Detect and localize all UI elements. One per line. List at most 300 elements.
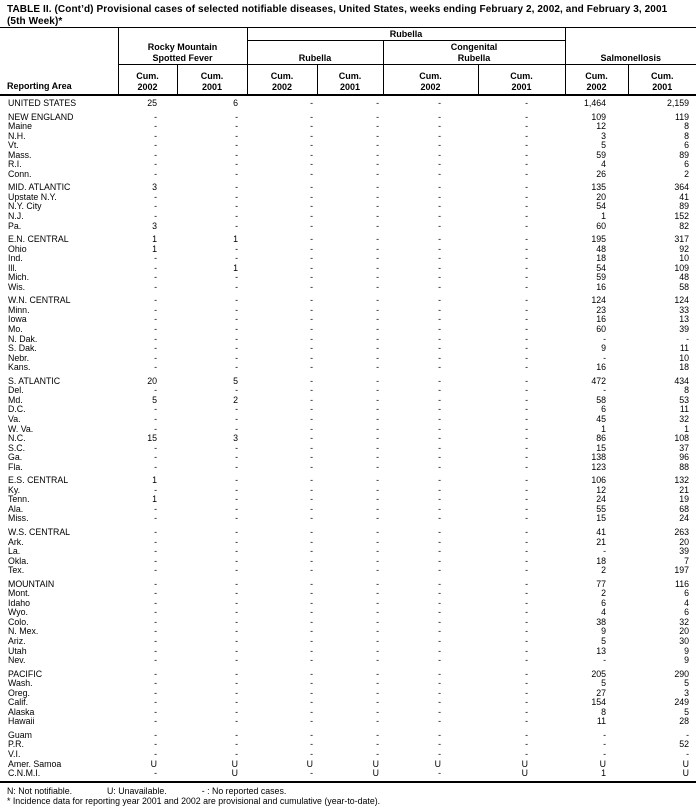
value-cell: - — [438, 434, 442, 444]
value-cell: - — [154, 443, 157, 453]
value-cell: - — [438, 375, 442, 386]
value-cell: - — [438, 344, 442, 354]
value-cell: - — [235, 617, 239, 627]
value-cell: - — [310, 182, 314, 193]
reporting-area-cell: NEW ENGLAND — [8, 111, 74, 122]
value-cell: - — [376, 202, 380, 212]
value-cell: - — [525, 547, 529, 557]
value-cell: - — [154, 122, 157, 132]
value-cell: - — [235, 192, 239, 202]
value-cell: - — [235, 334, 239, 344]
value-cell: 106 — [591, 475, 607, 486]
table-row — [0, 273, 696, 283]
value-cell: 2,159 — [667, 98, 690, 108]
value-cell: 7 — [684, 556, 690, 566]
value-cell: - — [525, 169, 529, 179]
reporting-area-cell: E.N. CENTRAL — [8, 234, 69, 245]
value-cell: - — [438, 598, 442, 608]
table-row — [0, 769, 696, 782]
value-cell: - — [525, 405, 529, 415]
value-cell: U — [372, 769, 380, 779]
value-cell: - — [154, 627, 157, 637]
value-cell: - — [525, 395, 529, 405]
value-cell: - — [235, 182, 239, 193]
value-cell: - — [235, 646, 239, 656]
table-row — [0, 193, 696, 203]
value-cell: - — [376, 141, 380, 151]
value-cell: 4 — [684, 598, 690, 608]
value-cell: - — [235, 315, 239, 325]
value-cell: - — [525, 141, 529, 151]
table-row — [0, 576, 696, 590]
value-cell: 15 — [147, 434, 157, 444]
value-cell: - — [235, 504, 239, 514]
value-cell: 10 — [679, 254, 690, 264]
table-row — [0, 434, 696, 444]
value-cell: - — [310, 169, 314, 179]
value-cell: - — [310, 273, 314, 283]
value-cell: 9 — [601, 344, 607, 354]
value-cell: - — [438, 192, 442, 202]
value-cell: - — [376, 495, 380, 505]
value-cell: - — [376, 254, 380, 264]
value-cell: 32 — [679, 414, 690, 424]
value-cell: 16 — [596, 282, 607, 292]
reporting-area-cell: Pa. — [8, 221, 22, 231]
value-cell: - — [376, 598, 380, 608]
value-cell: - — [235, 740, 239, 750]
value-cell: - — [438, 244, 442, 254]
value-cell: 24 — [679, 514, 690, 524]
value-cell: - — [525, 526, 529, 537]
value-cell: - — [525, 414, 529, 424]
value-cell: 4 — [601, 160, 607, 170]
value-cell: - — [438, 202, 442, 212]
value-cell: - — [310, 212, 314, 222]
value-cell: - — [525, 443, 529, 453]
value-cell: - — [235, 556, 239, 566]
value-cell: - — [154, 462, 157, 472]
value-cell: - — [310, 254, 314, 264]
table-row — [0, 760, 696, 770]
value-cell: - — [525, 234, 529, 245]
value-cell: 5 — [601, 636, 607, 646]
reporting-area-cell: Oreg. — [8, 688, 31, 698]
value-cell: - — [310, 740, 314, 750]
value-cell: 124 — [591, 295, 607, 306]
table-row — [0, 514, 696, 524]
value-cell: 60 — [596, 221, 607, 231]
value-cell: 15 — [596, 443, 607, 453]
col-header-rmsf-cum-2002: Cum. 2002 — [118, 65, 177, 96]
value-cell: 58 — [679, 282, 690, 292]
reporting-area-cell: Ark. — [8, 537, 24, 547]
value-cell: - — [310, 131, 314, 141]
value-cell: - — [235, 202, 239, 212]
value-cell: 10 — [679, 353, 690, 363]
value-cell: - — [310, 192, 314, 202]
value-cell: 58 — [596, 395, 607, 405]
value-cell: - — [438, 698, 442, 708]
reporting-area-cell: UNITED STATES — [8, 98, 77, 108]
value-cell: - — [438, 305, 442, 315]
value-cell: - — [154, 707, 157, 717]
value-cell: - — [310, 424, 314, 434]
value-cell: - — [603, 386, 607, 396]
value-cell: 55 — [596, 504, 607, 514]
value-cell: 33 — [679, 305, 690, 315]
value-cell: - — [525, 344, 529, 354]
table-row — [0, 495, 696, 505]
value-cell: - — [438, 98, 442, 108]
value-cell: 19 — [679, 495, 690, 505]
value-cell: - — [154, 414, 157, 424]
value-cell: - — [376, 212, 380, 222]
value-cell: 16 — [596, 315, 607, 325]
value-cell: - — [310, 353, 314, 363]
value-cell: - — [154, 169, 157, 179]
value-cell: - — [525, 556, 529, 566]
value-cell: - — [438, 405, 442, 415]
value-cell: 21 — [596, 537, 607, 547]
table-row — [0, 566, 696, 576]
value-cell: 89 — [679, 150, 690, 160]
value-cell: - — [154, 504, 157, 514]
table-row — [0, 717, 696, 727]
table-row — [0, 538, 696, 548]
value-cell: 132 — [674, 475, 690, 486]
value-cell: - — [310, 578, 314, 589]
table-row — [0, 245, 696, 255]
value-cell: - — [603, 750, 607, 759]
value-cell: - — [235, 150, 239, 160]
reporting-area-cell: S. ATLANTIC — [8, 375, 61, 386]
value-cell: 13 — [679, 315, 690, 325]
value-cell: - — [310, 305, 314, 315]
value-cell: - — [525, 325, 529, 335]
value-cell: - — [438, 679, 442, 689]
value-cell: - — [376, 131, 380, 141]
value-cell: - — [438, 263, 442, 273]
value-cell: - — [603, 656, 607, 666]
value-cell: - — [525, 202, 529, 212]
table-row — [0, 344, 696, 354]
value-cell: - — [235, 668, 239, 679]
value-cell: 3 — [233, 434, 239, 444]
reporting-area-cell: N.H. — [8, 131, 26, 141]
value-cell: - — [310, 698, 314, 708]
value-cell: - — [438, 668, 442, 679]
value-cell: - — [154, 668, 157, 679]
value-cell: 15 — [596, 514, 607, 524]
table-row — [0, 486, 696, 496]
table-row — [0, 608, 696, 618]
value-cell: - — [235, 636, 239, 646]
value-cell: - — [376, 315, 380, 325]
value-cell: - — [525, 729, 529, 740]
value-cell: 38 — [596, 617, 607, 627]
reporting-area-cell: Wis. — [8, 282, 26, 292]
reporting-area-cell: Conn. — [8, 169, 32, 179]
value-cell: - — [310, 395, 314, 405]
table-body — [0, 95, 696, 782]
value-cell: - — [438, 769, 442, 779]
value-cell: - — [525, 244, 529, 254]
value-cell: - — [376, 375, 380, 386]
value-cell: - — [376, 707, 380, 717]
value-cell: - — [525, 514, 529, 524]
reporting-area-cell: MOUNTAIN — [8, 578, 55, 589]
value-cell: - — [438, 627, 442, 637]
value-cell: - — [376, 646, 380, 656]
table-row — [0, 698, 696, 708]
value-cell: - — [310, 282, 314, 292]
value-cell: - — [438, 254, 442, 264]
value-cell: - — [376, 98, 380, 108]
col-group-rocky-mountain-spotted-fever: Rocky Mountain Spotted Fever — [118, 28, 247, 65]
value-cell: - — [525, 273, 529, 283]
value-cell: - — [154, 537, 157, 547]
value-cell: 8 — [601, 707, 607, 717]
table-row — [0, 212, 696, 222]
value-cell: - — [525, 617, 529, 627]
value-cell: - — [438, 395, 442, 405]
value-cell: - — [235, 707, 239, 717]
value-cell: - — [235, 717, 239, 727]
table-row — [0, 557, 696, 567]
value-cell: - — [438, 688, 442, 698]
value-cell: - — [376, 386, 380, 396]
value-cell: 434 — [674, 375, 690, 386]
table-row — [0, 647, 696, 657]
value-cell: - — [154, 254, 157, 264]
value-cell: 12 — [596, 122, 607, 132]
value-cell: - — [376, 750, 380, 759]
reporting-area-cell: Mass. — [8, 150, 32, 160]
value-cell: - — [525, 566, 529, 576]
value-cell: 20 — [147, 375, 157, 386]
reporting-area-cell: Md. — [8, 395, 23, 405]
value-cell: - — [525, 315, 529, 325]
value-cell: 45 — [596, 414, 607, 424]
value-cell: - — [154, 514, 157, 524]
value-cell: - — [154, 141, 157, 151]
value-cell: - — [235, 282, 239, 292]
value-cell: - — [235, 305, 239, 315]
value-cell: 11 — [596, 717, 607, 727]
value-cell: - — [376, 282, 380, 292]
table-row — [0, 122, 696, 132]
table-row — [0, 95, 696, 109]
value-cell: - — [438, 707, 442, 717]
value-cell: 11 — [679, 344, 690, 354]
value-cell: 9 — [684, 646, 690, 656]
value-cell: U — [231, 759, 239, 769]
value-cell: - — [438, 443, 442, 453]
reporting-area-cell: La. — [8, 547, 21, 557]
table-row — [0, 306, 696, 316]
value-cell: - — [525, 122, 529, 132]
value-cell: - — [376, 221, 380, 231]
value-cell: 3 — [152, 221, 157, 231]
value-cell: U — [306, 759, 314, 769]
value-cell: - — [310, 462, 314, 472]
value-cell: - — [154, 566, 157, 576]
reporting-area-cell: N.J. — [8, 212, 24, 222]
table-row — [0, 386, 696, 396]
value-cell: - — [438, 353, 442, 363]
value-cell: - — [235, 160, 239, 170]
value-cell: - — [525, 305, 529, 315]
value-cell: - — [235, 353, 239, 363]
table-row — [0, 524, 696, 538]
value-cell: - — [310, 495, 314, 505]
value-cell: - — [376, 740, 380, 750]
table-row — [0, 141, 696, 151]
value-cell: - — [438, 740, 442, 750]
value-cell: 32 — [679, 617, 690, 627]
value-cell: - — [235, 598, 239, 608]
value-cell: - — [235, 537, 239, 547]
value-cell: 135 — [591, 182, 607, 193]
value-cell: 6 — [684, 160, 690, 170]
value-cell: - — [310, 608, 314, 618]
value-cell: - — [525, 254, 529, 264]
value-cell: - — [154, 547, 157, 557]
table-row — [0, 109, 696, 123]
table-row — [0, 354, 696, 364]
reporting-area-cell: C.N.M.I. — [8, 769, 41, 779]
value-cell: 5 — [684, 707, 690, 717]
reporting-area-cell: N. Mex. — [8, 627, 39, 637]
value-cell: - — [525, 386, 529, 396]
value-cell: - — [376, 273, 380, 283]
value-cell: - — [154, 578, 157, 589]
value-cell: - — [438, 169, 442, 179]
value-cell: - — [310, 617, 314, 627]
value-cell: 1 — [152, 495, 157, 505]
value-cell: - — [376, 698, 380, 708]
value-cell: 16 — [596, 363, 607, 373]
value-cell: - — [376, 617, 380, 627]
value-cell: 77 — [596, 578, 607, 589]
reporting-area-cell: Wyo. — [8, 608, 28, 618]
value-cell: - — [310, 443, 314, 453]
value-cell: 18 — [679, 363, 690, 373]
value-cell: U — [521, 769, 529, 779]
value-cell: 1 — [233, 263, 239, 273]
value-cell: 317 — [674, 234, 690, 245]
value-cell: - — [438, 578, 442, 589]
value-cell: - — [376, 344, 380, 354]
value-cell: - — [310, 750, 314, 759]
value-cell: - — [438, 295, 442, 306]
value-cell: - — [438, 182, 442, 193]
value-cell: - — [525, 434, 529, 444]
value-cell: - — [438, 526, 442, 537]
value-cell: - — [525, 598, 529, 608]
value-cell: - — [235, 295, 239, 306]
reporting-area-cell: Ind. — [8, 254, 23, 264]
value-cell: - — [525, 363, 529, 373]
value-cell: - — [438, 514, 442, 524]
reporting-area-cell: Ala. — [8, 504, 24, 514]
reporting-area-cell: MID. ATLANTIC — [8, 182, 71, 193]
value-cell: - — [438, 504, 442, 514]
value-cell: 39 — [679, 547, 690, 557]
table-row — [0, 472, 696, 486]
value-cell: - — [438, 556, 442, 566]
reporting-area-cell: S. Dak. — [8, 344, 37, 354]
value-cell: 26 — [596, 169, 607, 179]
value-cell: 48 — [679, 273, 690, 283]
reporting-area-cell: Wash. — [8, 679, 33, 689]
reporting-area-cell: Alaska — [8, 707, 35, 717]
value-cell: - — [376, 526, 380, 537]
value-cell: - — [310, 325, 314, 335]
value-cell: - — [376, 353, 380, 363]
reporting-area-cell: Mont. — [8, 589, 31, 599]
value-cell: - — [525, 475, 529, 486]
table-row — [0, 666, 696, 680]
reporting-area-cell: Colo. — [8, 617, 29, 627]
table-title — [0, 4, 696, 27]
value-cell: 1 — [601, 769, 607, 779]
value-cell: - — [376, 244, 380, 254]
value-cell: - — [376, 424, 380, 434]
reporting-area-cell: Mo. — [8, 325, 23, 335]
reporting-area-cell: Calif. — [8, 698, 29, 708]
value-cell: U — [682, 769, 690, 779]
value-cell: - — [525, 212, 529, 222]
col-header-congenital-cum-2001: Cum. 2001 — [478, 65, 565, 96]
value-cell: 6 — [233, 98, 239, 108]
footnote-incidence: * Incidence data for reporting year 2001 and 2002 are provisional and cumulative (year-to-date). — [7, 795, 381, 806]
value-cell: - — [310, 386, 314, 396]
value-cell: 18 — [596, 556, 607, 566]
value-cell: 1 — [684, 424, 690, 434]
value-cell: - — [376, 547, 380, 557]
value-cell: - — [310, 485, 314, 495]
value-cell: 86 — [596, 434, 607, 444]
value-cell: 2 — [233, 395, 239, 405]
value-cell: 152 — [674, 212, 690, 222]
value-cell: 108 — [674, 434, 690, 444]
value-cell: - — [438, 273, 442, 283]
reporting-area-cell: Nev. — [8, 656, 26, 666]
value-cell: 20 — [596, 192, 607, 202]
value-cell: - — [525, 504, 529, 514]
value-cell: U — [150, 759, 157, 769]
value-cell: - — [235, 688, 239, 698]
col-header-rubella-cum-2001: Cum. 2001 — [317, 65, 383, 96]
value-cell: - — [310, 537, 314, 547]
value-cell: - — [154, 202, 157, 212]
value-cell: - — [376, 504, 380, 514]
col-group-congenital-rubella: Congenital Rubella — [383, 41, 565, 65]
value-cell: - — [310, 526, 314, 537]
value-cell: - — [438, 282, 442, 292]
table-row — [0, 396, 696, 406]
value-cell: - — [310, 598, 314, 608]
value-cell: - — [235, 462, 239, 472]
value-cell: - — [154, 344, 157, 354]
value-cell: - — [438, 363, 442, 373]
value-cell: - — [438, 608, 442, 618]
reporting-area-cell: Guam — [8, 729, 32, 740]
value-cell: - — [235, 589, 239, 599]
value-cell: 96 — [679, 453, 690, 463]
